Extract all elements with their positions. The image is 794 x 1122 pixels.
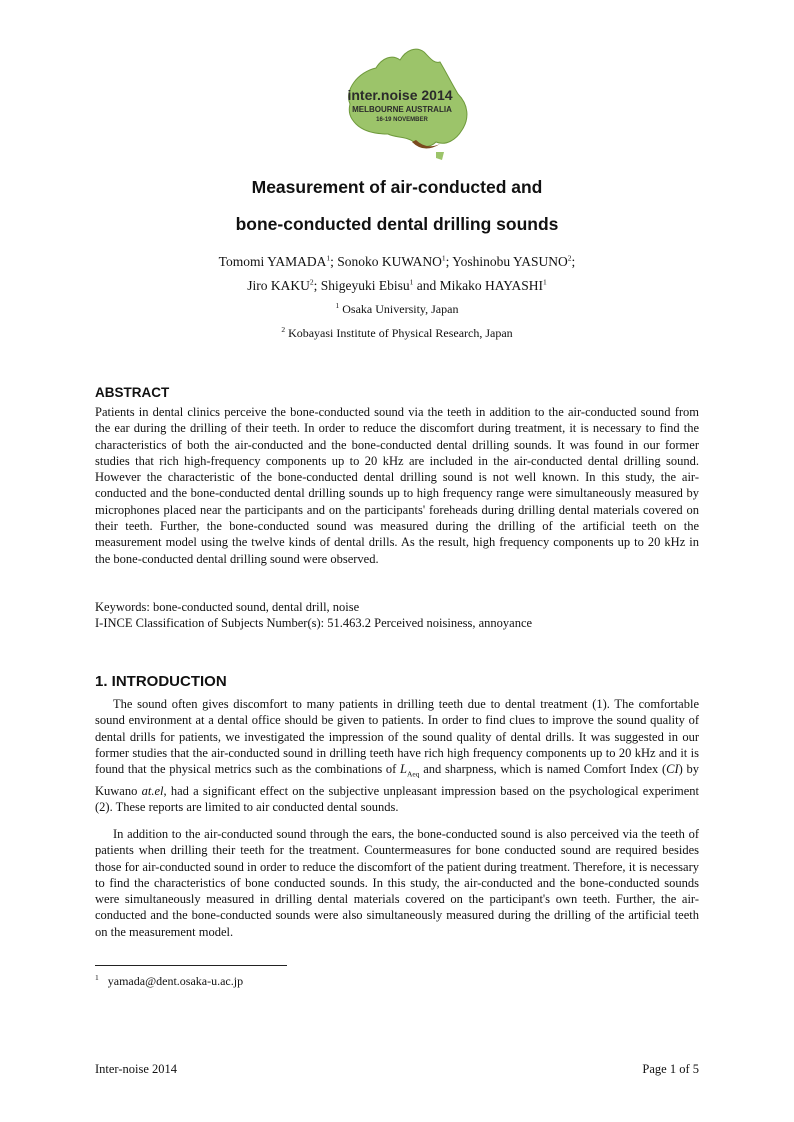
abstract-text: Patients in dental clinics perceive the bone-conducted sound via the teeth in addition to the air-conducted sound from the ear during the drilling of their teeth. In order to reduce the discomfort during treatment, it is necessary to find the characteristics of both the air-conducted and the bone-conducted dental drilling sounds. It was found in our former studies that rich high-frequency components up to 20 kHz are included in the air-conducted dental drilling sound. However the characteristic of the bone-conducted dental drilling sound is not well known. In this study, the air-conducted and the bone-conducted dental drilling sounds up to high frequency range were simultaneously measured by microphones placed near the participants and on the participants' foreheads during drilling dental materials covered on their teeth. Further, the bone-conducted sound was measured during the drilling of the artificial teeth on the measurement model using the twelve kinds of dental drills. As the result, high frequency components up to 20 kHz in the bone-conducted dental drilling sound were observed. [95, 405, 699, 566]
math-symbol: L [400, 762, 407, 777]
author-name: ; Yoshinobu YASUNO [445, 254, 568, 269]
affiliation-text: Osaka University, Japan [339, 302, 459, 316]
text-run: ) by Kuwano [95, 762, 699, 798]
keywords: Keywords: bone-conducted sound, dental drill, noise [95, 600, 360, 614]
footer-page-number: Page 1 of 5 [642, 1062, 699, 1076]
footnote-mark: 1 [95, 973, 99, 982]
logo-line3: 16-19 NOVEMBER [376, 117, 428, 123]
conference-logo [320, 42, 476, 164]
footnote-email: yamada@dent.osaka-u.ac.jp [107, 974, 244, 988]
affiliation-mark: 1 [326, 253, 331, 263]
author-name: and Mikako HAYASHI [413, 278, 544, 293]
text-run: and sharpness, which is named Comfort Index ( [419, 762, 667, 777]
author-line2 [0, 274, 794, 298]
introduction-paragraph-1 [95, 696, 699, 816]
tasmania-shape [436, 152, 444, 160]
author-name: Tomomi YAMADA [218, 254, 327, 269]
affiliation-mark: 1 [409, 277, 414, 287]
introduction-paragraph-2: In addition to the air-conducted sound through the ears, the bone-conducted sound is also perceived via the teeth of patients when drilling their teeth for the treatment. Countermeasures for bone conducted sound are required besides those for air-conducted sound in order to reduce the discomfort of the patient during treatment. Therefore, it is necessary to find the characteristics of bone conducted sounds. In this study, the air-conducted and the bone-conducted sounds were simultaneously measured in drilling dental materials covered on the participant's own teeth. Further, the air-conducted and the bone-conducted sounds were also simultaneously measured during the drilling of the artificial teeth on the measurement model. [95, 827, 699, 939]
affiliation-mark: 1 [441, 253, 446, 263]
text-run: , had a significant effect on the subjective unpleasant impression based on the psychological experiment (2). These reports are limited to air conducted dental sounds. [95, 783, 699, 815]
logo-line2: MELBOURNE AUSTRALIA [352, 105, 452, 114]
logo-line1: inter.noise 2014 [347, 87, 453, 103]
introduction-heading: 1. INTRODUCTION [95, 673, 227, 690]
author-separator: ; [571, 254, 576, 269]
classification: I-INCE Classification of Subjects Number(s): 51.463.2 Perceived noisiness, annoyance [95, 616, 533, 630]
abstract-heading: ABSTRACT [95, 385, 170, 400]
paper-title-line2: bone-conducted dental drilling sounds [235, 214, 559, 234]
affiliation-mark: 2 [567, 253, 572, 263]
affiliation-mark: 1 [335, 301, 340, 310]
author-name: ; Shigeyuki Ebisu [313, 278, 410, 293]
affiliation-text: Kobayasi Institute of Physical Research, Japan [285, 326, 513, 340]
affiliation-mark: 1 [543, 277, 547, 287]
footer-conference: Inter-noise 2014 [95, 1062, 178, 1076]
author-line1 [0, 250, 794, 274]
footnote-rule [95, 965, 287, 966]
affiliation-mark: 2 [281, 325, 286, 334]
footnote [95, 974, 243, 989]
affiliation-1 [0, 302, 794, 317]
author-name: Jiro KAKU [247, 278, 310, 293]
italic-term: at.el [141, 783, 164, 798]
paper-title-line1: Measurement of air-conducted and [251, 177, 543, 197]
affiliation-2 [0, 326, 794, 341]
author-name: ; Sonoko KUWANO [330, 254, 442, 269]
italic-term: CI [666, 762, 679, 777]
text-run: The sound often gives discomfort to many patients in drilling teeth due to dental treatment (1). The comfortable sound environment at a dental office should be given to patients. In order to find clues to improve the sound quality of dental drills for patients, we investigated the impression of the sound quality of dental drills. It was suggested in our former studies that the air-conducted sound in drilling teeth have rich high frequency components up to 20 kHz and it is found that the physical metrics such as the combinations of [95, 697, 699, 777]
math-subscript: Aeq [407, 769, 420, 779]
affiliation-mark: 2 [309, 277, 314, 287]
